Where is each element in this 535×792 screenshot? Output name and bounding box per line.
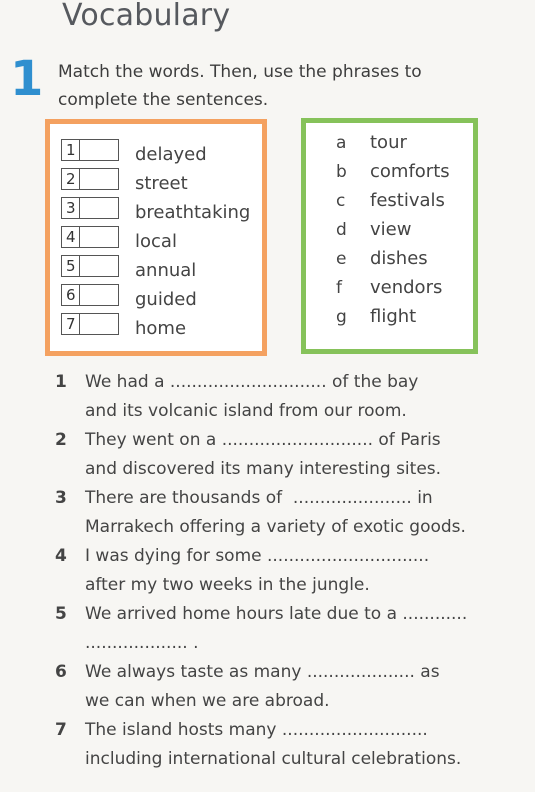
sentence-line: including international cultural celebrations. [85,749,462,769]
left-word: local [135,231,177,252]
number-cell [61,197,93,219]
item-number: 1 [66,141,76,159]
answer-box[interactable] [92,313,119,335]
left-word: guided [135,289,197,310]
number-cell [61,255,93,277]
sentence-number: 1 [55,372,67,392]
instructions [58,58,498,114]
item-number: 4 [66,228,76,246]
right-word: comforts [370,161,450,182]
sentence-line: and its volcanic island from our room. [85,401,407,421]
sentence-number: 4 [55,546,67,566]
left-word: home [135,318,187,339]
left-word: breathtaking [135,202,251,223]
right-word: vendors [370,277,443,298]
sentence-line: There are thousands of ...................... in [85,488,433,508]
item-letter: g [336,307,347,327]
item-letter: b [336,162,347,182]
sentence-line: We had a ............................. of the bay [85,372,419,392]
sentence-line: we can when we are abroad. [85,691,330,711]
right-word: festivals [370,190,445,211]
number-cell [61,139,93,161]
number-cell [61,168,93,190]
left-word: street [135,173,188,194]
item-number: 6 [66,286,76,304]
item-letter: f [336,278,342,298]
item-number: 2 [66,170,76,188]
sentence-line: ................... . [85,633,199,653]
item-number: 3 [66,199,76,217]
item-letter: a [336,133,347,153]
answer-box[interactable] [92,226,119,248]
sentence-line: after my two weeks in the jungle. [85,575,370,595]
sentence-number: 5 [55,604,67,624]
instructions-line-1: Match the words. Then, use the phrases to [58,62,422,82]
answer-box[interactable] [92,168,119,190]
sentence-line: They went on a ............................ of Paris [85,430,441,450]
item-number: 7 [66,315,76,333]
sentence-number: 7 [55,720,67,740]
sentence-number: 3 [55,488,67,508]
answer-box[interactable] [92,255,119,277]
number-cell [61,284,93,306]
answer-box[interactable] [92,284,119,306]
sentence-line: The island hosts many ........................... [85,720,428,740]
answer-box[interactable] [92,139,119,161]
exercise-number: 1 [10,51,44,107]
sentence-line: Marrakech offering a variety of exotic goods. [85,517,466,537]
right-word: flight [370,306,417,327]
sentence-line: We arrived home hours late due to a ............ [85,604,468,624]
left-word: delayed [135,144,207,165]
item-number: 5 [66,257,76,275]
item-letter: c [336,191,346,211]
right-word-box [301,118,478,354]
number-cell [61,313,93,335]
left-word-box [45,119,267,356]
sentence-number: 2 [55,430,67,450]
left-word: annual [135,260,197,281]
sentence-line: and discovered its many interesting sites. [85,459,442,479]
sentence-line: I was dying for some .............................. [85,546,430,566]
instructions-line-2: complete the sentences. [58,90,269,110]
item-letter: d [336,220,347,240]
answer-box[interactable] [92,197,119,219]
right-word: view [370,219,412,240]
sentence-number: 6 [55,662,67,682]
right-word: tour [370,132,407,153]
number-cell [61,226,93,248]
item-letter: e [336,249,347,269]
page-title: Vocabulary [62,0,231,33]
sentence-line: We always taste as many .................... as [85,662,440,682]
right-word: dishes [370,248,428,269]
